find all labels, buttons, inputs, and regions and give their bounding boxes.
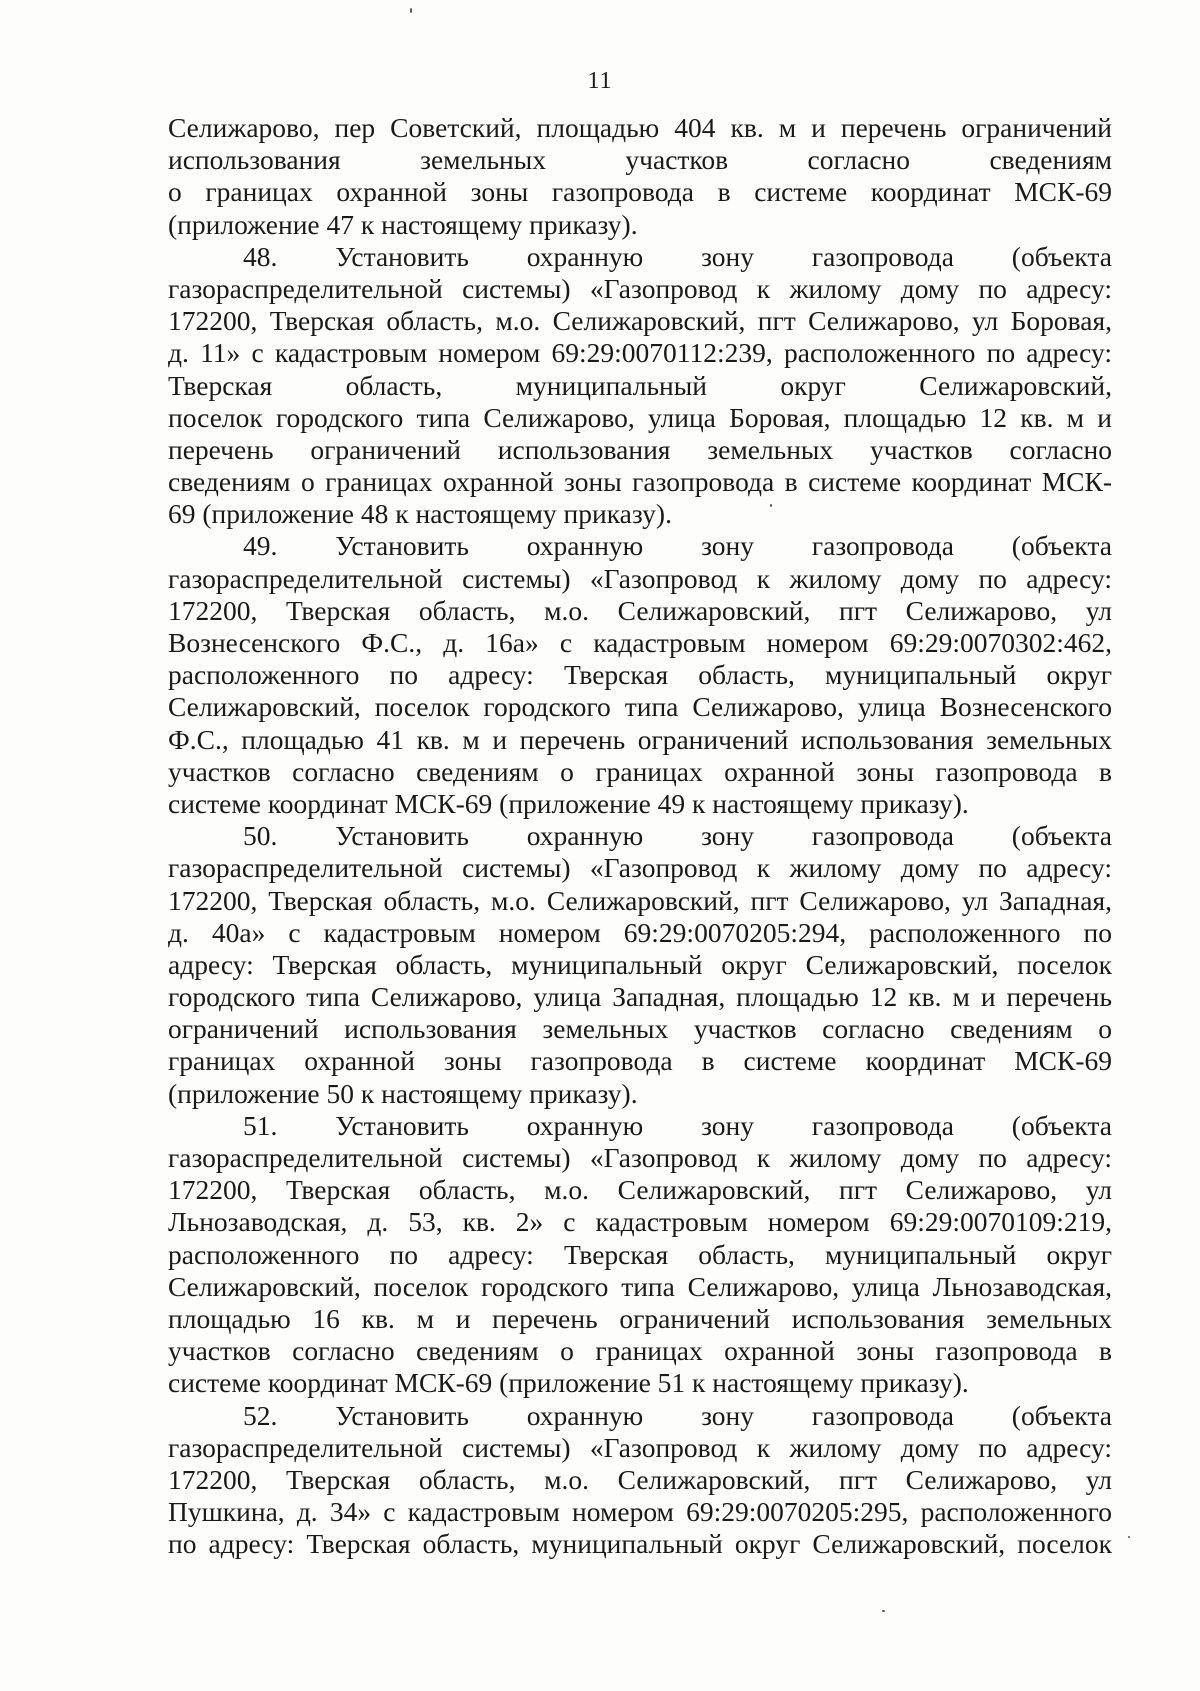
text-line: 172200, Тверская область, м.о. Селижаровский, пгт Селижарово, ул (168, 1463, 1112, 1495)
text-line: 172200, Тверская область, м.о. Селижаровский, пгт Селижарово, ул Западная, (168, 884, 1112, 916)
text-line: ограничений использования земельных участков согласно сведениям о (168, 1013, 1112, 1045)
text-line: Селижаровский, поселок городского типа Селижарово, улица Льнозаводская, (168, 1270, 1112, 1302)
text-line: газораспределительной системы) «Газопровод к жилому дому по адресу: (168, 852, 1112, 884)
text-line: Вознесенского Ф.С., д. 16а» с кадастровым номером 69:29:0070302:462, (168, 627, 1112, 658)
scan-speck (410, 8, 412, 13)
text-line: Льнозаводская, д. 53, кв. 2» с кадастровым номером 69:29:0070109:219, (168, 1206, 1112, 1238)
text-line: 172200, Тверская область, м.о. Селижаровский, пгт Селижарово, ул (168, 594, 1112, 626)
text-line: расположенного по адресу: Тверская область, муниципальный округ (168, 1238, 1112, 1270)
text-line: (приложение 47 к настоящему приказу). (168, 208, 638, 240)
text-line: участков согласно сведениям о границах охранной зоны газопровода в (168, 755, 1112, 787)
text-line: 52. Установить охранную зону газопровода (объекта (243, 1399, 1112, 1431)
scan-speck (1128, 1536, 1130, 1538)
text-line: 172200, Тверская область, м.о. Селижаровский, пгт Селижарово, ул Боровая, (168, 305, 1112, 337)
text-line: сведениям о границах охранной зоны газопровода в системе координат МСК- (168, 466, 1112, 498)
document-body (168, 112, 1112, 1560)
text-line: Селижаровский, поселок городского типа Селижарово, улица Вознесенского (168, 691, 1112, 723)
page-number: 11 (587, 68, 613, 94)
text-line: Пушкина, д. 34» с кадастровым номером 69:29:0070205:295, расположенного (168, 1496, 1112, 1528)
text-line: использования земельных участков согласно сведениям (168, 144, 1112, 176)
scan-speck (770, 504, 772, 507)
text-line: адресу: Тверская область, муниципальный округ Селижаровский, поселок (168, 948, 1112, 980)
text-line: по адресу: Тверская область, муниципальный округ Селижаровский, поселок (168, 1528, 1112, 1560)
scan-speck (882, 1610, 885, 1612)
text-line: поселок городского типа Селижарово, улица Боровая, площадью 12 кв. м и (168, 401, 1112, 433)
text-line: 69 (приложение 48 к настоящему приказу). (168, 498, 672, 530)
text-line: границах охранной зоны газопровода в системе координат МСК-69 (168, 1045, 1112, 1077)
text-line: системе координат МСК-69 (приложение 51 к настоящему приказу). (168, 1367, 969, 1399)
text-line: городского типа Селижарово, улица Западная, площадью 12 кв. м и перечень (168, 981, 1112, 1013)
text-line: д. 40а» с кадастровым номером 69:29:0070205:294, расположенного по (168, 916, 1112, 948)
text-line: Ф.С., площадью 41 кв. м и перечень ограничений использования земельных (168, 723, 1112, 755)
text-line: (приложение 50 к настоящему приказу). (168, 1077, 638, 1109)
text-line: площадью 16 кв. м и перечень ограничений использования земельных (168, 1302, 1112, 1334)
text-line: 49. Установить охранную зону газопровода (объекта (243, 530, 1112, 562)
text-line: расположенного по адресу: Тверская область, муниципальный округ (168, 659, 1112, 691)
text-line: газораспределительной системы) «Газопровод к жилому дому по адресу: (168, 1431, 1112, 1463)
text-line: Селижарово, пер Советский, площадью 404 кв. м и перечень ограничений (168, 112, 1112, 143)
text-line: д. 11» с кадастровым номером 69:29:0070112:239, расположенного по адресу: (168, 337, 1112, 369)
text-line: о границах охранной зоны газопровода в системе координат МСК-69 (168, 176, 1112, 208)
text-line: системе координат МСК-69 (приложение 49 к настоящему приказу). (168, 787, 969, 819)
text-line: 48. Установить охранную зону газопровода (объекта (243, 240, 1112, 272)
text-line: 51. Установить охранную зону газопровода (объекта (243, 1109, 1112, 1141)
text-line: 50. Установить охранную зону газопровода (объекта (243, 820, 1112, 852)
text-line: газораспределительной системы) «Газопровод к жилому дому по адресу: (168, 1142, 1112, 1173)
text-line: 172200, Тверская область, м.о. Селижаровский, пгт Селижарово, ул (168, 1174, 1112, 1206)
text-line: участков согласно сведениям о границах охранной зоны газопровода в (168, 1335, 1112, 1367)
text-line: Тверская область, муниципальный округ Селижаровский, (168, 369, 1112, 401)
text-line: газораспределительной системы) «Газопровод к жилому дому по адресу: (168, 272, 1112, 304)
text-line: газораспределительной системы) «Газопровод к жилому дому по адресу: (168, 562, 1112, 594)
text-line: перечень ограничений использования земельных участков согласно (168, 433, 1112, 465)
